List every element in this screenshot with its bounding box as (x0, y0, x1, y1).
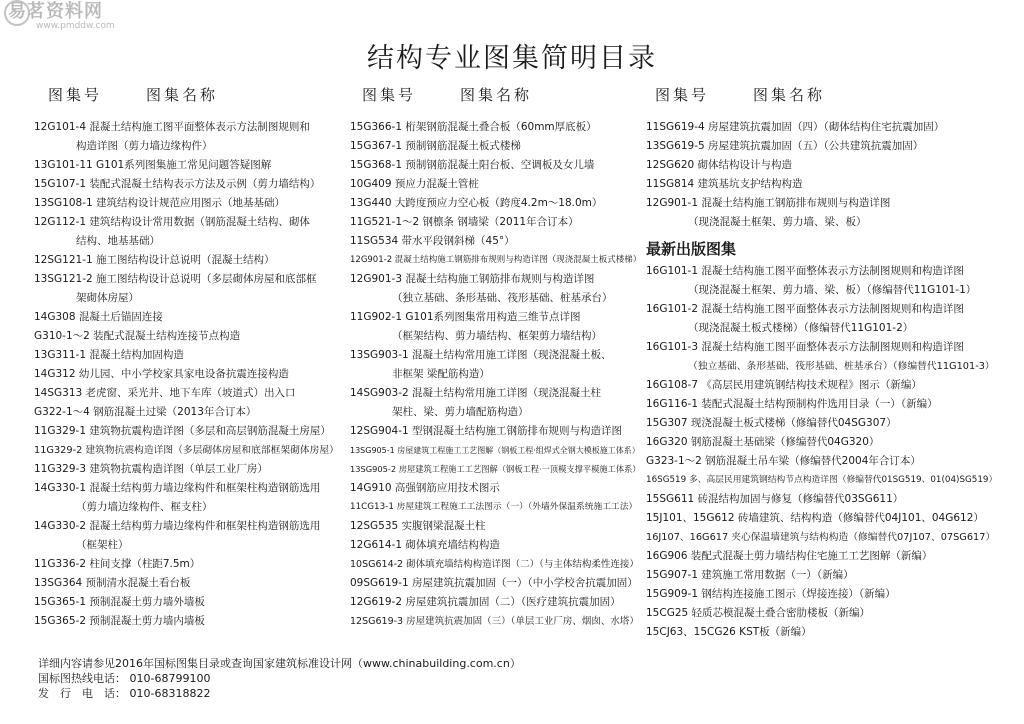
watermark-url: www.pmddw.com (36, 20, 115, 31)
header-code: 图集号 (655, 86, 710, 104)
header-name: 图集名称 (460, 86, 533, 104)
catalog-entry: 非框架 梁配筋构造） (392, 368, 490, 380)
catalog-column-2 (350, 118, 642, 631)
new-releases-title: 最新出版图集 (646, 240, 737, 258)
catalog-entry: 15SG611 砖混结构加固与修复（修编替代03SG611） (646, 493, 904, 505)
catalog-entry: 15G365-2 预制混凝土剪力墙内墙板 (34, 615, 205, 627)
catalog-entry: 14G312 幼儿园、中小学校家具家电设备抗震连接构造 (34, 368, 289, 380)
catalog-entry: 15J101、15G612 砖墙建筑、结构构造（修编替代04J101、04G612） (646, 512, 984, 524)
catalog-entry: 12G901-2 混凝土结构施工钢筋排布规则与构造详图（现浇混凝土板式楼梯） (350, 255, 642, 265)
catalog-entry: 11G902-1 G101系列图集常用构造三维节点详图 (350, 311, 581, 323)
catalog-entry: 15G365-1 预制混凝土剪力墙外墙板 (34, 596, 205, 608)
catalog-entry: 16G108-7 《高层民用建筑钢结构技术规程》图示（新编） (646, 379, 922, 391)
catalog-entry: 16G906 装配式混凝土剪力墙结构住宅施工工艺图解（新编） (646, 550, 933, 562)
catalog-entry: 12G619-2 房屋建筑抗震加固（二）（医疗建筑抗震加固） (350, 596, 621, 608)
catalog-entry: （剪力墙边缘构件、框支柱） (76, 501, 213, 513)
catalog-entry: 12SG620 砌体结构设计与构造 (646, 159, 793, 171)
catalog-entry: 16G116-1 装配式混凝土结构预制构件选用目录（一）（新编） (646, 398, 938, 410)
catalog-entry: 12SG121-1 施工图结构设计总说明（混凝土结构） (34, 254, 275, 266)
catalog-entry: 13G440 大跨度预应力空心板（跨度4.2m～18.0m） (350, 197, 603, 209)
catalog-entry: 12G614-1 砌体填充墙结构构造 (350, 539, 500, 551)
catalog-entry: 13SG108-1 建筑结构设计规范应用图示（地基基础） (34, 197, 286, 209)
catalog-entry: 10G409 预应力混凝土管桩 (350, 178, 479, 190)
catalog-entry: （独立基础、条形基础、筏形基础、桩基承台）（修编替代11G101-3） (688, 361, 995, 372)
header-name: 图集名称 (146, 86, 219, 104)
column-header-3 (655, 84, 825, 105)
header-name: 图集名称 (753, 86, 826, 104)
catalog-entry: 16G101-3 混凝土结构施工图平面整体表示方法制图规则和构造详图 (646, 341, 964, 353)
catalog-entry: 14G330-2 混凝土结构剪力墙边缘构件和框架柱构造钢筋选用 (34, 520, 321, 532)
footer (38, 656, 521, 701)
catalog-entry: 15CJ63、15CG26 KST板（新编） (646, 626, 812, 638)
catalog-entry: 14SG313 老虎窗、采光井、地下车库（坡道式）出入口 (34, 387, 296, 399)
catalog-entry: 15G307 现浇混凝土板式楼梯（修编替代04SG307） (646, 417, 897, 429)
catalog-entry: 12SG619-3 房屋建筑抗震加固（三）（单层工业厂房、烟囱、水塔） (350, 616, 639, 627)
catalog-entry: （框架结构、剪力墙结构、框架剪力墙结构） (392, 330, 602, 342)
catalog-list-new (646, 262, 1002, 642)
catalog-entry: 12SG904-1 型钢混凝土结构施工钢筋排布规则与构造详图 (350, 425, 623, 437)
catalog-entry: 12G101-4 混凝土结构施工图平面整体表示方法制图规则和 (34, 121, 310, 133)
catalog-entry: 15CG25 轻质芯模混凝土叠合密肋楼板（新编） (646, 607, 871, 619)
catalog-entry: 16J107、16G617 夹心保温墙建筑与结构构造（修编替代07J107、07SG617） (646, 532, 996, 543)
column-header-2 (362, 84, 532, 105)
footer-reference: 详细内容请参见2016年国标图集目录或查询国家建筑标准设计网（www.chinabuilding.com.cn） (38, 657, 521, 670)
catalog-entry: 11SG534 带水平段钢斜梯（45°） (350, 235, 515, 247)
catalog-entry: 13SG905-1 房屋建筑工程施工工艺图解（钢板工程·组焊式全钢大模板施工体系） (350, 446, 640, 455)
catalog-entry: 15G367-1 预制钢筋混凝土板式楼梯 (350, 140, 521, 152)
column-header-1 (48, 84, 218, 105)
catalog-entry: 15G907-1 建筑施工常用数据（一）（新编） (646, 569, 854, 581)
catalog-entry: 16G320 钢筋混凝土基础梁（修编替代04G320） (646, 436, 880, 448)
catalog-entry: 12G901-1 混凝土结构施工钢筋排布规则与构造详图 (646, 197, 891, 209)
header-code: 图集号 (48, 86, 103, 104)
page-title: 结构专业图集简明目录 (367, 43, 657, 74)
catalog-entry: 11G336-2 柱间支撑（柱距7.5m） (34, 558, 201, 570)
catalog-column-1 (34, 118, 344, 631)
catalog-list-existing (646, 118, 1002, 232)
catalog-entry: 14G330-1 混凝土结构剪力墙边缘构件和框架柱构造钢筋选用 (34, 482, 321, 494)
catalog-entry: 构造详图（剪力墙边缘构件） (76, 140, 213, 152)
catalog-entry: 11CG13-1 房屋建筑工程施工工法图示（一）（外墙外保温系统施工工法） (350, 502, 638, 512)
catalog-entry: 架砌体房屋） (76, 292, 139, 304)
catalog-entry: 16SG519 多、高层民用建筑钢结构节点构造详图（修编替代01SG519、01(04)SG519） (646, 475, 998, 485)
catalog-entry: 12G901-3 混凝土结构施工钢筋排布规则与构造详图 (350, 273, 595, 285)
catalog-entry: 12G112-1 建筑结构设计常用数据（钢筋混凝土结构、砌体 (34, 216, 310, 228)
catalog-entry: 15G107-1 装配式混凝土结构表示方法及示例（剪力墙结构） (34, 178, 321, 190)
catalog-entry: 11G521-1～2 钢檩条 钢墙梁（2011年合订本） (350, 216, 579, 228)
catalog-entry: 11SG814 建筑基坑支护结构构造 (646, 178, 803, 190)
catalog-entry: 16G101-1 混凝土结构施工图平面整体表示方法制图规则和构造详图 (646, 265, 964, 277)
catalog-column-3 (646, 118, 1002, 642)
catalog-entry: 14G910 高强钢筋应用技术图示 (350, 482, 500, 494)
catalog-entry: 15G909-1 钢结构连接施工图示（焊接连接）（新编） (646, 588, 896, 600)
catalog-entry: 11G329-1 建筑物抗震构造详图（多层和高层钢筋混凝土房屋） (34, 425, 331, 437)
footer-hotline: 国标图热线电话： 010-68799100 (38, 672, 211, 685)
catalog-entry: （现浇混凝土框架、剪力墙、梁、板） (688, 216, 867, 228)
catalog-entry: 10SG614-2 砌体填充墙结构构造详图（二）（与主体结构柔性连接） (350, 559, 639, 570)
catalog-entry: （现浇混凝土板式楼梯）（修编替代11G101-2） (688, 322, 914, 334)
header-code: 图集号 (362, 86, 417, 104)
catalog-entry: G323-1～2 钢筋混凝土吊车梁（修编替代2004年合订本） (646, 455, 921, 467)
catalog-entry: 13SG903-1 混凝土结构常用施工详图（现浇混凝土板、 (350, 349, 612, 361)
catalog-entry: （现浇混凝土框架、剪力墙、梁、板）（修编替代11G101-1） (688, 284, 977, 296)
catalog-entry: 09SG619-1 房屋建筑抗震加固（一）（中小学校舍抗震加固） (350, 577, 638, 589)
catalog-entry: （框架柱） (76, 539, 129, 551)
watermark (8, 2, 115, 32)
catalog-entry: （独立基础、条形基础、筏形基础、桩基承台） (392, 292, 613, 304)
catalog-entry: 11G329-3 建筑物抗震构造详图（单层工业厂房） (34, 463, 268, 475)
footer-distribution-phone: 发 行 电 话： 010-68318822 (38, 687, 211, 700)
catalog-entry: 13SG905-2 房屋建筑工程施工工艺图解（钢板工程·一顶模支撑平模施工体系） (350, 464, 641, 474)
catalog-entry: 13G311-1 混凝土结构加固构造 (34, 349, 184, 361)
catalog-entry: 11G329-2 建筑物抗震构造详图（多层砌体房屋和底部框架砌体房屋） (34, 445, 339, 456)
catalog-entry: 15G366-1 桁架钢筋混凝土叠合板（60mm厚底板） (350, 121, 597, 133)
catalog-entry: 14SG903-2 混凝土结构常用施工详图（现浇混凝土柱 (350, 387, 602, 399)
catalog-entry: 15G368-1 预制钢筋混凝土阳台板、空调板及女儿墙 (350, 159, 595, 171)
catalog-entry: 架柱、梁、剪力墙配筋构造） (392, 406, 529, 418)
catalog-entry: 13SG121-2 施工图结构设计总说明（多层砌体房屋和底部框 (34, 273, 317, 285)
catalog-entry: 结构、地基基础） (76, 235, 160, 247)
catalog-entry: 12SG535 实腹钢梁混凝土柱 (350, 520, 486, 532)
catalog-entry: 13SG619-5 房屋建筑抗震加固（五）（公共建筑抗震加固） (646, 140, 924, 152)
catalog-entry: G310-1～2 装配式混凝土结构连接节点构造 (34, 330, 241, 342)
watermark-name: 易茗资料网 (8, 1, 103, 22)
catalog-entry: G322-1～4 钢筋混凝土过梁（2013年合订本） (34, 406, 257, 418)
catalog-entry: 14G308 混凝土后锚固连接 (34, 311, 163, 323)
catalog-entry: 13G101-11 G101系列图集施工常见问题答疑图解 (34, 159, 272, 171)
catalog-entry: 16G101-2 混凝土结构施工图平面整体表示方法制图规则和构造详图 (646, 303, 964, 315)
catalog-entry: 11SG619-4 房屋建筑抗震加固（四）（砌体结构住宅抗震加固） (646, 121, 945, 133)
catalog-entry: 13SG364 预制清水混凝土看台板 (34, 577, 191, 589)
